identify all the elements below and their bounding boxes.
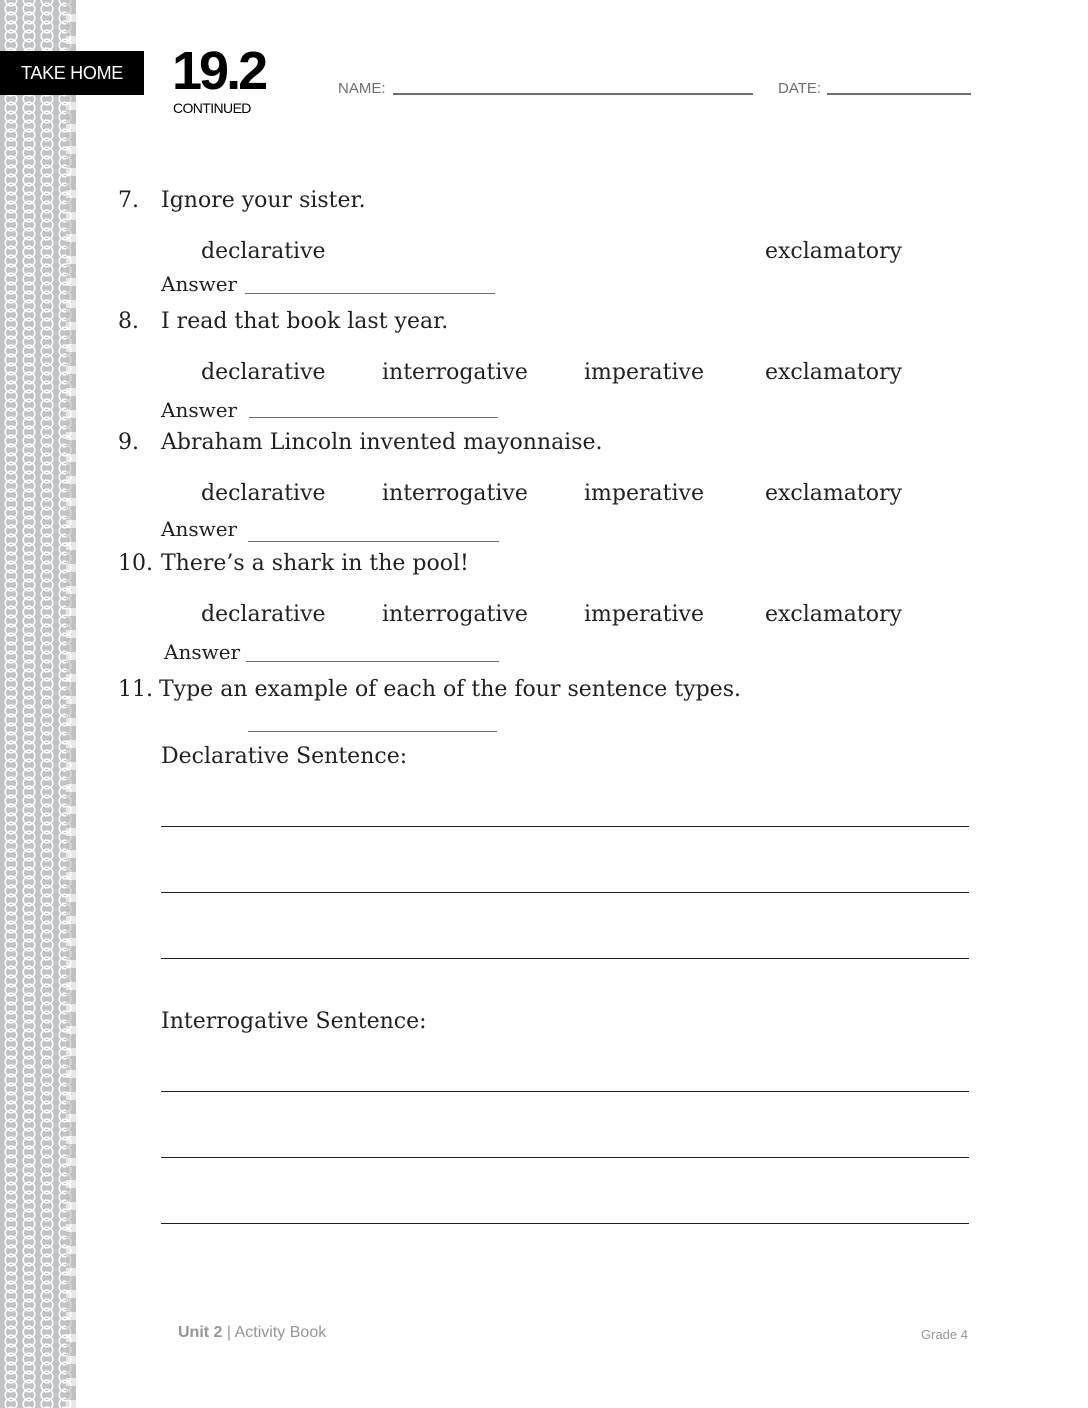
footer-separator: |: [226, 1324, 232, 1341]
answer-field[interactable]: [249, 417, 498, 418]
question-text: Type an example of each of the four sentence types.: [159, 677, 741, 702]
writing-line[interactable]: [161, 1223, 969, 1224]
decorative-border-edge: [66, 0, 76, 1408]
answer-label: Answer: [161, 272, 238, 296]
question-number: 10.: [118, 551, 153, 576]
date-label: DATE:: [778, 80, 822, 97]
answer-field[interactable]: [246, 661, 499, 662]
option-imperative[interactable]: imperative: [584, 360, 704, 385]
question-text: Ignore your sister.: [161, 188, 366, 213]
answer-label: Answer: [161, 398, 238, 422]
option-imperative[interactable]: imperative: [584, 602, 704, 627]
interrogative-sentence-label: Interrogative Sentence:: [161, 1009, 427, 1034]
question-text: There’s a shark in the pool!: [161, 551, 469, 576]
question-number: 7.: [118, 188, 139, 213]
writing-line[interactable]: [161, 1157, 969, 1158]
declarative-sentence-label: Declarative Sentence:: [161, 744, 408, 769]
lesson-number: 19.2: [172, 41, 266, 101]
option-interrogative[interactable]: interrogative: [382, 481, 528, 506]
question-number: 11.: [118, 677, 153, 702]
name-field[interactable]: [393, 93, 753, 95]
continued-label: CONTINUED: [173, 100, 251, 116]
option-interrogative[interactable]: interrogative: [382, 602, 528, 627]
option-imperative[interactable]: imperative: [584, 481, 704, 506]
answer-label: Answer: [161, 517, 238, 541]
option-exclamatory[interactable]: exclamatory: [765, 602, 902, 627]
option-declarative[interactable]: declarative: [201, 239, 326, 264]
date-field[interactable]: [827, 93, 971, 95]
answer-field[interactable]: [248, 541, 499, 542]
option-exclamatory[interactable]: exclamatory: [765, 239, 902, 264]
take-home-tag: TAKE HOME: [0, 51, 144, 95]
writing-line[interactable]: [161, 892, 969, 893]
grade-label: Grade 4: [921, 1327, 968, 1342]
option-declarative[interactable]: declarative: [201, 360, 326, 385]
question-text: Abraham Lincoln invented mayonnaise.: [161, 430, 603, 455]
question-text: I read that book last year.: [161, 309, 449, 334]
writing-line[interactable]: [161, 958, 969, 959]
option-exclamatory[interactable]: exclamatory: [765, 481, 902, 506]
name-label: NAME:: [338, 80, 386, 97]
writing-line[interactable]: [161, 1091, 969, 1092]
question-number: 9.: [118, 430, 139, 455]
unit-label: Unit 2: [178, 1324, 223, 1341]
decorative-border: [0, 0, 76, 1408]
question-number: 8.: [118, 309, 139, 334]
answer-label: Answer: [164, 640, 241, 664]
book-label: Activity Book: [234, 1324, 327, 1341]
option-interrogative[interactable]: interrogative: [382, 360, 528, 385]
answer-field[interactable]: [248, 731, 497, 732]
writing-line[interactable]: [161, 826, 969, 827]
answer-field[interactable]: [245, 293, 495, 294]
footer-unit: [178, 1324, 326, 1342]
option-exclamatory[interactable]: exclamatory: [765, 360, 902, 385]
option-declarative[interactable]: declarative: [201, 481, 326, 506]
option-declarative[interactable]: declarative: [201, 602, 326, 627]
